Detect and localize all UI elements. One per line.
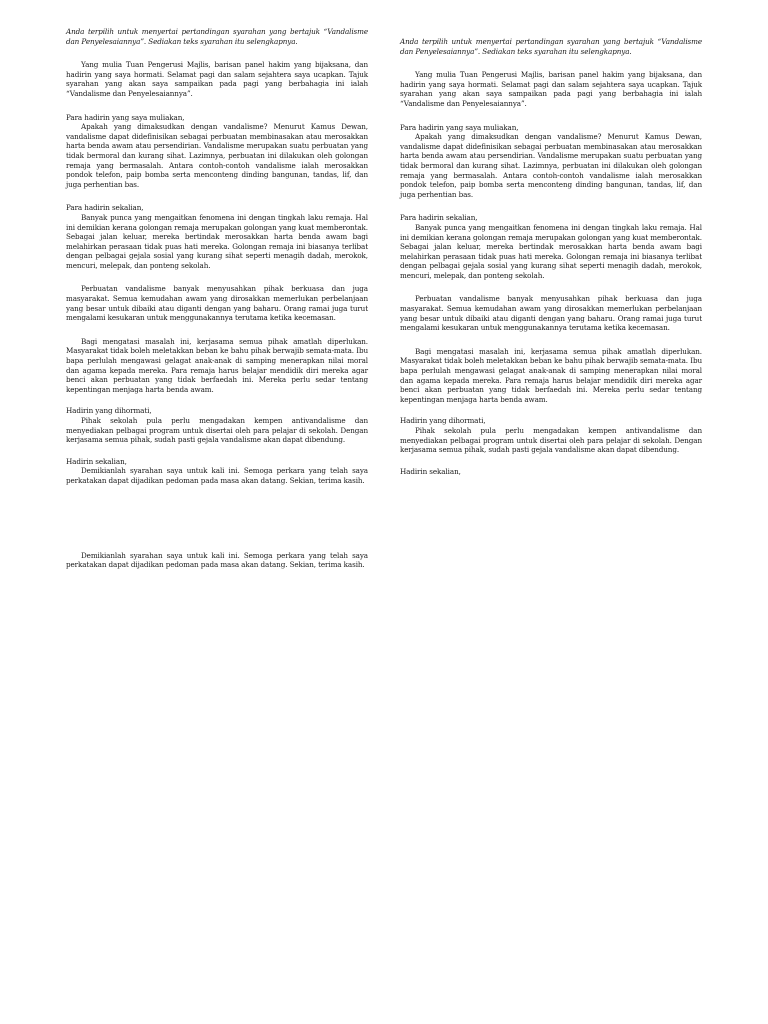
closing-paragraph: Demikianlah syarahan saya untuk kali ini. Semoga perkara yang telah saya perkatakan dapat dijadikan pedoman pada masa akan datang. Sekian, terima kasih.: [66, 466, 368, 485]
greeting-2: Para hadirin sekalian,: [66, 203, 144, 213]
paragraph-4: Bagi mengatasi masalah ini, kerjasama semua pihak amatlah diperlukan. Masyarakat tidak boleh meletakkan beban ke bahu pihak berwajib semata-mata. Ibu bapa perlulah mengawasi gelagat anak-anak di samping menerapkan nilai moral dan agama kepada mereka. Para remaja harus belajar mendidik diri mereka agar benci akan perbuatan yang tidak berfaedah ini. Mereka perlu sedar tentang kepentingan menjaga harta benda awam.: [400, 346, 702, 404]
greeting-4: Hadirin sekalian,: [400, 466, 461, 476]
greeting-2: Para hadirin sekalian,: [400, 213, 478, 223]
intro-instruction: Anda terpilih untuk menyertai pertandingan syarahan yang bertajuk “Vandalisme dan Penyelesaiannya”. Sediakan teks syarahan itu selengkapnya.: [400, 37, 702, 56]
paragraph-1: Apakah yang dimaksudkan dengan vandalisme? Menurut Kamus Dewan, vandalisme dapat didefinisikan sebagai perbuatan membinasakan atau merosakkan harta benda awam atau persendirian. Vandalisme merupakan suatu perbuatan yang tidak bermoral dan kurang sihat. Lazimnya, perbuatan ini dilakukan oleh golongan remaja yang bermasalah. Antara contoh-contoh vandalisme ialah merosakkan pondok telefon, paip bomba serta menconteng dinding bangunan, tandas, lif, dan juga perhentian bas.: [66, 122, 368, 189]
closing-paragraph-repeat: Demikianlah syarahan saya untuk kali ini. Semoga perkara yang telah saya perkatakan dapat dijadikan pedoman pada masa akan datang. Sekian, terima kasih.: [66, 550, 368, 570]
greeting-3: Hadirin yang dihormati,: [66, 406, 152, 416]
paragraph-5: Pihak sekolah pula perlu mengadakan kempen antivandalisme dan menyediakan pelbagai program untuk disertai oleh para pelajar di sekolah. Dengan kerjasama semua pihak, sudah pasti gejala vandalisme akan dapat dibendung.: [66, 416, 368, 445]
left-column: [66, 27, 368, 570]
greeting-1: Para hadirin yang saya muliakan,: [66, 112, 185, 122]
opening-paragraph: Yang mulia Tuan Pengerusi Majlis, barisan panel hakim yang bijaksana, dan hadirin yang saya hormati. Selamat pagi dan salam sejahtera saya ucapkan. Tajuk syarahan yang akan saya sampaikan pada pagi yang berbahagia ini ialah “Vandalisme dan Penyelesaiannya”.: [66, 60, 368, 98]
opening-paragraph: Yang mulia Tuan Pengerusi Majlis, barisan panel hakim yang bijaksana, dan hadirin yang saya hormati. Selamat pagi dan salam sejahtera saya ucapkan. Tajuk syarahan yang akan saya sampaikan pada pagi yang berbahagia ini ialah “Vandalisme dan Penyelesaiannya”.: [400, 70, 702, 108]
right-column: [400, 37, 702, 476]
intro-instruction: Anda terpilih untuk menyertai pertandingan syarahan yang bertajuk “Vandalisme dan Penyelesaiannya”. Sediakan teks syarahan itu selengkapnya.: [66, 27, 368, 46]
greeting-4: Hadirin sekalian,: [66, 456, 127, 466]
paragraph-2: Banyak punca yang mengaitkan fenomena ini dengan tingkah laku remaja. Hal ini demikian kerana golongan remaja merupakan golongan yang kuat memberontak. Sebagai jalan keluar, mereka bertindak merosakkan harta benda awam bagi melahirkan perasaan tidak puas hati mereka. Golongan remaja ini biasanya terlibat dengan pelbagai gejala sosial yang kurang sihat seperti menagih dadah, merokok, mencuri, melepak, dan ponteng sekolah.: [400, 222, 702, 280]
paragraph-3: Perbuatan vandalisme banyak menyusahkan pihak berkuasa dan juga masyarakat. Semua kemudahan awam yang dirosakkan memerlukan perbelanjaan yang besar untuk dibaiki atau diganti dengan yang baharu. Orang ramai juga turut mengalami kesukaran untuk menggunakannya terutama ketika kecemasan.: [66, 284, 368, 323]
paragraph-3: Perbuatan vandalisme banyak menyusahkan pihak berkuasa dan juga masyarakat. Semua kemudahan awam yang dirosakkan memerlukan perbelanjaan yang besar untuk dibaiki atau diganti dengan yang baharu. Orang ramai juga turut mengalami kesukaran untuk menggunakannya terutama ketika kecemasan.: [400, 294, 702, 333]
paragraph-4: Bagi mengatasi masalah ini, kerjasama semua pihak amatlah diperlukan. Masyarakat tidak boleh meletakkan beban ke bahu pihak berwajib semata-mata. Ibu bapa perlulah mengawasi gelagat anak-anak di samping menerapkan nilai moral dan agama kepada mereka. Para remaja harus belajar mendidik diri mereka agar benci akan perbuatan yang tidak berfaedah ini. Mereka perlu sedar tentang kepentingan menjaga harta benda awam.: [66, 336, 368, 394]
paragraph-1: Apakah yang dimaksudkan dengan vandalisme? Menurut Kamus Dewan, vandalisme dapat didefinisikan sebagai perbuatan membinasakan atau merosakkan harta benda awam atau persendirian. Vandalisme merupakan suatu perbuatan yang tidak bermoral dan kurang sihat. Lazimnya, perbuatan ini dilakukan oleh golongan remaja yang bermasalah. Antara contoh-contoh vandalisme ialah merosakkan pondok telefon, paip bomba serta menconteng dinding bangunan, tandas, lif, dan juga perhentian bas.: [400, 132, 702, 199]
greeting-1: Para hadirin yang saya muliakan,: [400, 122, 519, 132]
paragraph-2: Banyak punca yang mengaitkan fenomena ini dengan tingkah laku remaja. Hal ini demikian kerana golongan remaja merupakan golongan yang kuat memberontak. Sebagai jalan keluar, mereka bertindak merosakkan harta benda awam bagi melahirkan perasaan tidak puas hati mereka. Golongan remaja ini biasanya terlibat dengan pelbagai gejala sosial yang kurang sihat seperti menagih dadah, merokok, mencuri, melepak, dan ponteng sekolah.: [66, 212, 368, 270]
paragraph-5: Pihak sekolah pula perlu mengadakan kempen antivandalisme dan menyediakan pelbagai program untuk disertai oleh para pelajar di sekolah. Dengan kerjasama semua pihak, sudah pasti gejala vandalisme akan dapat dibendung.: [400, 426, 702, 455]
greeting-3: Hadirin yang dihormati,: [400, 416, 486, 426]
